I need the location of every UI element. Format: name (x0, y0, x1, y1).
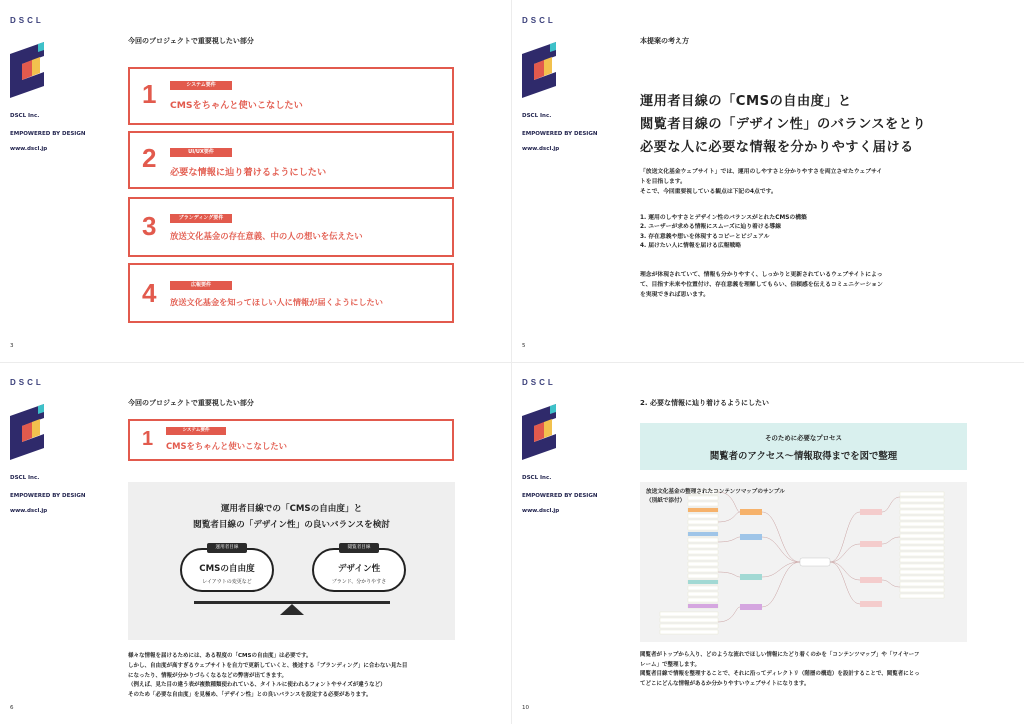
requirement-number: 1 (142, 79, 157, 109)
headline-line: 必要な人に必要な情報を分かりやすく届ける (640, 140, 914, 155)
pill-tag: 運用者目線 (207, 543, 247, 553)
company-name: DSCL Inc. (10, 475, 40, 481)
page-heading: 2. 必要な情報に辿り着けるようにしたい (640, 399, 769, 407)
body-line: 閲覧者がトップから入り、どのような流れでほしい情報にたどり着くのかを「コンテンツマップ」や「ワイヤーフ (640, 652, 920, 658)
page-heading: 今回のプロジェクトで重要視したい部分 (128, 37, 254, 45)
company-tagline: EMPOWERED BY DESIGN (522, 493, 598, 499)
slide-page-3 (0, 0, 512, 362)
closing-line: て、目指す未来や位置付け、存在意義を理解してもらい、信頼感を伝えるコミュニケーション (640, 282, 883, 289)
requirement-number: 3 (142, 211, 157, 241)
requirement-card (128, 197, 454, 257)
page-heading: 今回のプロジェクトで重要視したい部分 (128, 399, 254, 407)
dscl-logo-icon (522, 404, 556, 464)
page-number: 10 (522, 705, 529, 711)
requirement-number: 2 (142, 143, 157, 173)
caption-line: 放送文化基金の整理されたコンテンツマップのサンプル (646, 489, 785, 495)
requirement-text: 放送文化基金の存在意義、中の人の想いを伝えたい (170, 231, 363, 241)
body-line: そのため「必要な自由度」を見極め、「デザイン性」との良いバランスを設定する必要があります。 (128, 692, 372, 699)
pill-title: デザイン性 (337, 564, 381, 574)
company-url[interactable]: www.dscl.jp (10, 146, 48, 152)
pill-subtitle: ブランド、分かりやすさ (331, 579, 387, 585)
requirement-number: 1 (142, 428, 154, 450)
requirement-tag: システム要件 (170, 81, 232, 90)
requirement-tag: UI/UX要件 (170, 148, 232, 157)
closing-paragraph (640, 270, 980, 301)
company-name: DSCL Inc. (522, 475, 552, 481)
slide-page-6 (0, 362, 512, 724)
body-line: レーム」で整理します。 (640, 661, 701, 668)
requirement-tag: システム要件 (166, 427, 226, 435)
requirement-tag: ブランディング要件 (170, 214, 232, 223)
list-item: 4. 届けたい人に情報を届ける広報戦略 (640, 243, 742, 250)
page-number: 5 (522, 343, 526, 349)
body-line: （例えば、見た目の違う表が複数種類使われている、タイトルに使われるフォントやサイズが違うなど） (128, 682, 386, 689)
pill-tag: 閲覧者目線 (339, 543, 379, 553)
slide-page-5 (512, 0, 1024, 362)
closing-line: を実現できれば思います。 (640, 292, 710, 299)
closing-line: 理念が体現されていて、情報も分かりやすく、しっかりと更新されているウェブサイトによっ (640, 272, 883, 278)
slide-page-10 (512, 362, 1024, 724)
requirement-number: 4 (142, 278, 157, 308)
pill-title: CMSの自由度 (199, 564, 255, 574)
brand-wordmark: DSCL (10, 378, 44, 387)
requirement-card (128, 131, 454, 189)
requirement-card (128, 263, 454, 323)
company-url[interactable]: www.dscl.jp (522, 146, 560, 152)
dscl-logo-icon (10, 404, 44, 464)
company-name: DSCL Inc. (522, 113, 552, 119)
company-tagline: EMPOWERED BY DESIGN (10, 493, 86, 499)
headline-line: 運用者目線の「CMSの自由度」と (640, 94, 852, 109)
body-line: てどこにどんな情報があるか分かりやすいウェブサイトになります。 (640, 680, 810, 687)
brand-wordmark: DSCL (522, 378, 556, 387)
intro-line: トを目指します。 (640, 179, 686, 186)
dscl-logo-icon (522, 42, 556, 102)
list-item: 3. 存在意義や想いを体現するコピーとビジュアル (640, 233, 770, 240)
requirement-tag: 広報要件 (170, 281, 232, 290)
body-paragraph (128, 652, 458, 701)
page-heading: 本提案の考え方 (640, 37, 689, 45)
body-line: 閲覧者目線で情報を整理することで、それに沿ってディレクトリ（階層の構造）を設計することで、閲覧者にとっ (640, 671, 920, 678)
intro-paragraph (640, 167, 980, 198)
brand-wordmark: DSCL (522, 16, 556, 25)
company-tagline: EMPOWERED BY DESIGN (10, 131, 86, 137)
intro-line: 「放送文化基金ウェブサイト」では、運用のしやすさと分かりやすさを両立させたウェブサイ (640, 169, 883, 175)
list-item: 1. 運用のしやすさとデザイン性のバランスがとれたCMSの構築 (640, 215, 807, 221)
intro-line: そこで、今回重要視している観点は下記の4点です。 (640, 189, 777, 196)
requirement-text: CMSをちゃんと使いこなしたい (170, 100, 303, 111)
cms-freedom-pill (180, 548, 274, 592)
dscl-logo-icon (10, 42, 44, 102)
content-map-caption (646, 488, 785, 506)
requirement-card (128, 67, 454, 125)
body-line: になったり、情報が分かりづらくなるなどの弊害が出てきます。 (128, 672, 288, 679)
banner-title: 閲覧者のアクセス〜情報取得までを図で整理 (709, 451, 898, 462)
page-number: 6 (10, 705, 14, 711)
page-number: 3 (10, 343, 14, 349)
company-url[interactable]: www.dscl.jp (10, 508, 48, 514)
points-list (640, 214, 807, 252)
caption-line: （別紙で添付） (646, 497, 686, 504)
brand-wordmark: DSCL (10, 16, 44, 25)
design-pill (312, 548, 406, 592)
panel-title-line: 閲覧者目線の「デザイン性」の良いバランスを検討 (193, 520, 390, 530)
company-tagline: EMPOWERED BY DESIGN (522, 131, 598, 137)
balance-panel (128, 482, 455, 640)
content-map-diagram (640, 482, 967, 642)
pill-subtitle: レイアウトの変更など (202, 579, 252, 585)
requirement-card (128, 419, 454, 461)
fulcrum-triangle-icon (280, 604, 304, 615)
requirement-text: 放送文化基金を知ってほしい人に情報が届くようにしたい (170, 297, 383, 307)
body-line: 様々な情報を届けるためには、ある程度の「CMSの自由度」は必要です。 (128, 653, 312, 659)
list-item: 2. ユーザーが求める情報にスムーズに辿り着ける導線 (640, 224, 782, 231)
requirement-text: CMSをちゃんと使いこなしたい (166, 441, 288, 451)
banner-subtitle: そのために必要なプロセス (765, 434, 842, 442)
body-line: しかし、自由度が高すぎるウェブサイトを自力で更新していくと、後述する「ブランディング」に合わない見た目 (128, 662, 408, 669)
body-paragraph (640, 651, 970, 689)
panel-title-line: 運用者目線での「CMSの自由度」と (220, 504, 363, 514)
company-name: DSCL Inc. (10, 113, 40, 119)
requirement-text: 必要な情報に辿り着けるようにしたい (170, 167, 327, 178)
headline-line: 閲覧者目線の「デザイン性」のバランスをとり (640, 117, 927, 132)
process-banner (640, 423, 967, 470)
company-url[interactable]: www.dscl.jp (522, 508, 560, 514)
